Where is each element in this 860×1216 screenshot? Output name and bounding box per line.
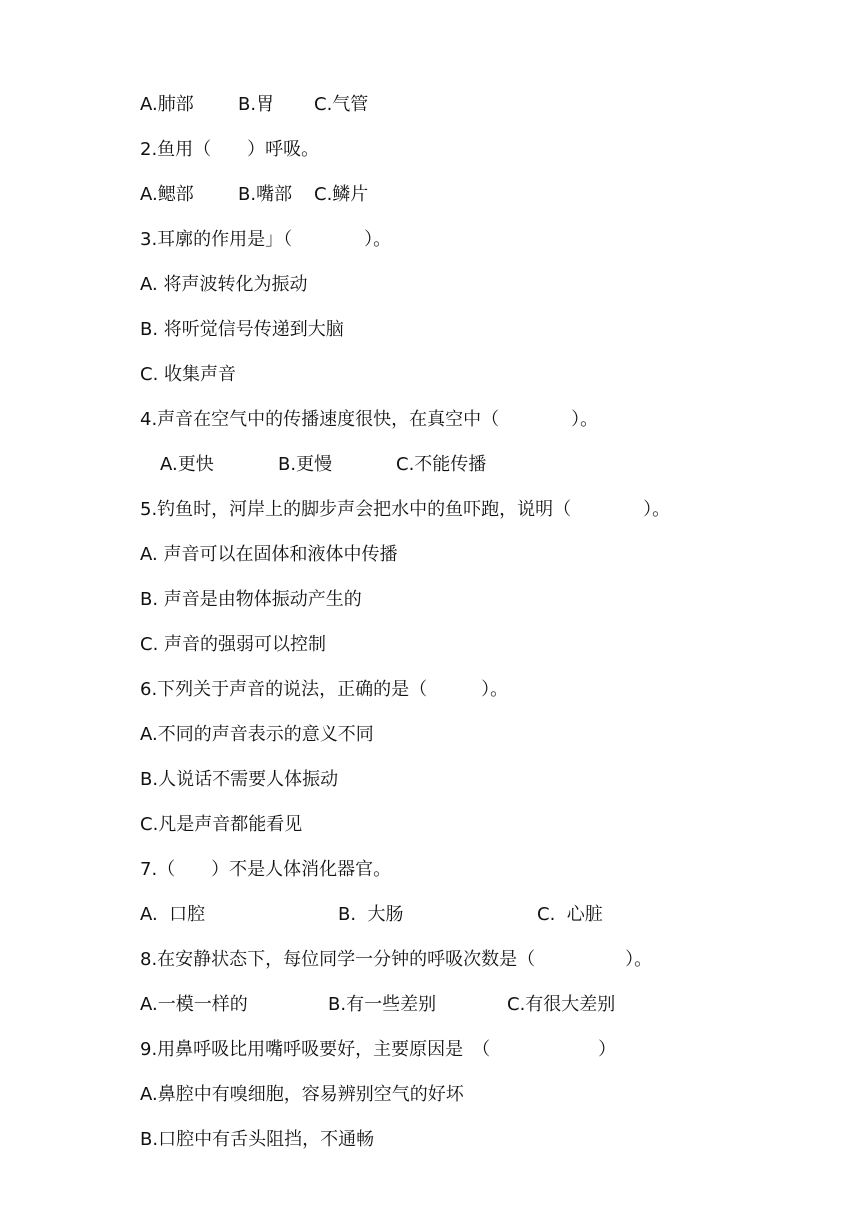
q4-option-c: C.不能传播 bbox=[396, 454, 487, 475]
q8-option-b: B.有一些差别 bbox=[328, 994, 437, 1015]
q5-option-a: A. 声音可以在固体和液体中传播 bbox=[140, 544, 398, 565]
q3-option-b: B. 将听觉信号传递到大脑 bbox=[140, 319, 344, 340]
q5-option-c: C. 声音的强弱可以控制 bbox=[140, 634, 327, 655]
q4-option-a: A.更快 bbox=[160, 454, 214, 475]
q5-option-b: B. 声音是由物体振动产生的 bbox=[140, 589, 362, 610]
q3-stem: 3.耳廓的作用是」（ ）。 bbox=[140, 229, 392, 250]
q4-option-b: B.更慢 bbox=[278, 454, 333, 475]
q4-options-row bbox=[0, 450, 487, 480]
q1-option-a: A.肺部 bbox=[140, 94, 194, 115]
q2-option-c: C.鳞片 bbox=[314, 184, 369, 205]
q8-options-row bbox=[0, 990, 616, 1020]
q6-stem: 6.下列关于声音的说法，正确的是（ ）。 bbox=[140, 679, 509, 700]
q8-option-c: C.有很大差别 bbox=[507, 994, 616, 1015]
q1-option-c: C.气管 bbox=[314, 94, 369, 115]
q7-option-c: C. 心脏 bbox=[537, 904, 603, 925]
q7-option-b: B. 大肠 bbox=[338, 904, 404, 925]
q9-option-a: A.鼻腔中有嗅细胞，容易辨别空气的好坏 bbox=[140, 1084, 464, 1105]
q7-options-row bbox=[0, 900, 603, 930]
q6-option-a: A.不同的声音表示的意义不同 bbox=[140, 724, 374, 745]
q3-option-c: C. 收集声音 bbox=[140, 364, 237, 385]
q1-option-b: B.胃 bbox=[238, 94, 275, 115]
q4-stem: 4.声音在空气中的传播速度很快，在真空中（ ）。 bbox=[140, 409, 599, 430]
q6-option-c: C.凡是声音都能看见 bbox=[140, 814, 303, 835]
q2-option-b: B.嘴部 bbox=[238, 184, 293, 205]
q2-options-row bbox=[0, 180, 369, 210]
q8-option-a: A.一模一样的 bbox=[140, 994, 248, 1015]
q7-stem: 7.（ ）不是人体消化器官。 bbox=[140, 859, 392, 880]
q7-option-a: A. 口腔 bbox=[140, 904, 206, 925]
q2-stem: 2.鱼用（ ）呼吸。 bbox=[140, 139, 320, 160]
q5-stem: 5.钓鱼时，河岸上的脚步声会把水中的鱼吓跑，说明（ ）。 bbox=[140, 499, 671, 520]
q8-stem: 8.在安静状态下，每位同学一分钟的呼吸次数是（ ）。 bbox=[140, 949, 653, 970]
q2-option-a: A.鳃部 bbox=[140, 184, 194, 205]
q9-stem: 9.用鼻呼吸比用嘴呼吸要好，主要原因是 （ ） bbox=[140, 1039, 617, 1060]
q6-option-b: B.人说话不需要人体振动 bbox=[140, 769, 339, 790]
q3-option-a: A. 将声波转化为振动 bbox=[140, 274, 308, 295]
q1-options-row bbox=[0, 90, 369, 120]
q9-option-b: B.口腔中有舌头阻挡，不通畅 bbox=[140, 1129, 375, 1150]
